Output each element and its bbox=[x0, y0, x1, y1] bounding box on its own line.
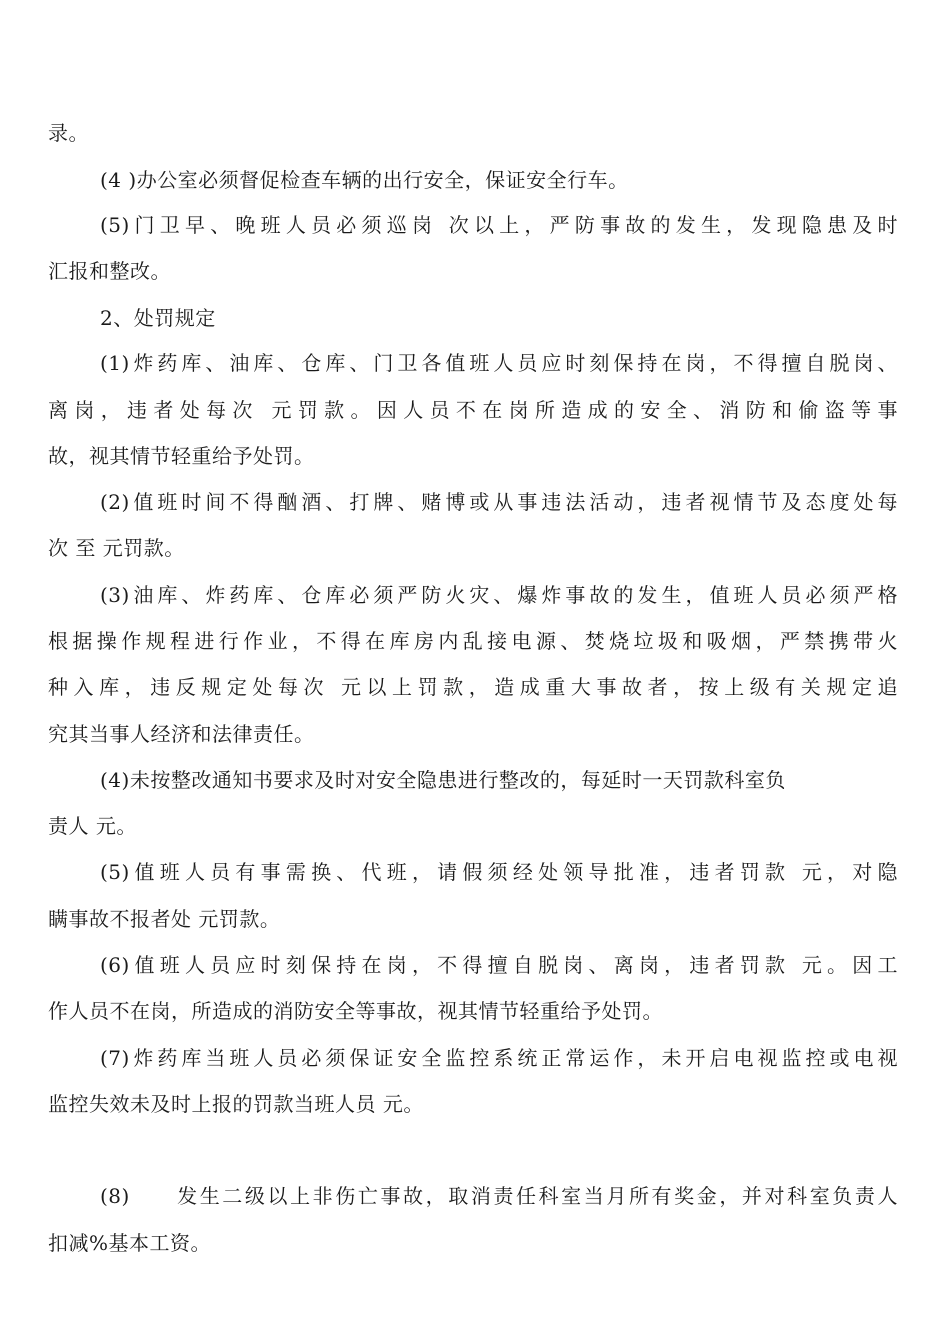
text-line: 究其当事人经济和法律责任。 bbox=[48, 722, 315, 746]
text-line: 录。 bbox=[48, 121, 89, 145]
text-line: 次 至 元罚款。 bbox=[48, 536, 185, 560]
section-heading: 2、处罚规定 bbox=[100, 306, 216, 330]
text-line: (1)炸药库、油库、仓库、门卫各值班人员应时刻保持在岗，不得擅自脱岗、 bbox=[100, 351, 898, 375]
text-line: (2)值班时间不得酗酒、打牌、赌博或从事违法活动，违者视情节及态度处每 bbox=[100, 490, 898, 514]
text-line: (5)值班人员有事需换、代班，请假须经处领导批准，违者罚款 元，对隐 bbox=[100, 860, 898, 884]
text-line: 监控失效未及时上报的罚款当班人员 元。 bbox=[48, 1092, 424, 1116]
text-line: (5)门卫早、晚班人员必须巡岗 次以上，严防事故的发生，发现隐患及时 bbox=[100, 213, 898, 237]
text-line: (7)炸药库当班人员必须保证安全监控系统正常运作，未开启电视监控或电视 bbox=[100, 1046, 898, 1070]
text-line: (3)油库、炸药库、仓库必须严防火灾、爆炸事故的发生，值班人员必须严格 bbox=[100, 583, 898, 607]
text-line: (8) 发生二级以上非伤亡事故，取消责任科室当月所有奖金，并对科室负责人 bbox=[100, 1184, 898, 1208]
text-line: 责人 元。 bbox=[48, 814, 137, 838]
text-line: 种入库，违反规定处每次 元以上罚款，造成重大事故者，按上级有关规定追 bbox=[48, 675, 898, 699]
text-line: 瞒事故不报者处 元罚款。 bbox=[48, 907, 281, 931]
text-line: 作人员不在岗，所造成的消防安全等事故，视其情节轻重给予处罚。 bbox=[48, 999, 663, 1023]
text-line: (4 )办公室必须督促检查车辆的出行安全，保证安全行车。 bbox=[100, 168, 629, 192]
text-line: 故，视其情节轻重给予处罚。 bbox=[48, 444, 315, 468]
text-line: (6)值班人员应时刻保持在岗，不得擅自脱岗、离岗，违者罚款 元。因工 bbox=[100, 953, 898, 977]
text-line: 扣减%基本工资。 bbox=[48, 1231, 212, 1255]
text-line: 汇报和整改。 bbox=[48, 259, 171, 283]
text-line: 离岗，违者处每次 元罚款。因人员不在岗所造成的安全、消防和偷盗等事 bbox=[48, 398, 898, 422]
text-line: 根据操作规程进行作业，不得在库房内乱接电源、焚烧垃圾和吸烟，严禁携带火 bbox=[48, 629, 898, 653]
text-line: (4)未按整改通知书要求及时对安全隐患进行整改的，每延时一天罚款科室负 bbox=[100, 768, 786, 792]
